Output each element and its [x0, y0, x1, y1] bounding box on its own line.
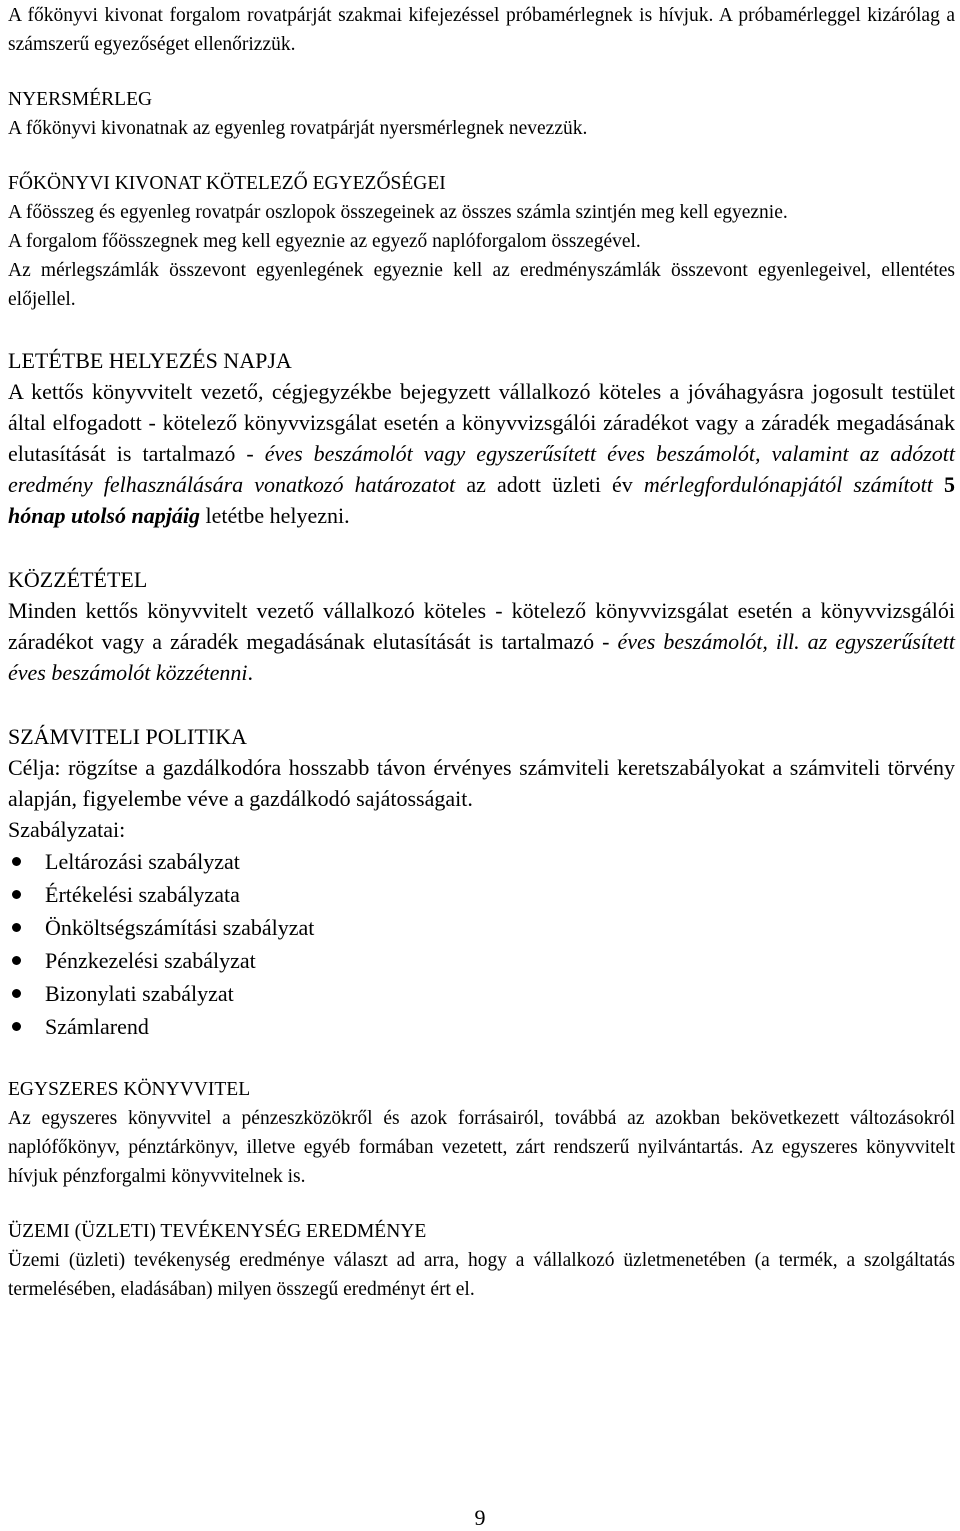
egyezosegek-paragraph-1: A főösszeg és egyenleg rovatpár oszlopok összegeinek az összes számla szintjén meg kell egyeznie.: [8, 202, 788, 223]
list-item-label: Bizonylati szabályzat: [45, 981, 234, 1006]
section-title-kozzetetel: KÖZZÉTÉTEL: [8, 567, 148, 592]
kozzetetel-text-2: .: [247, 660, 253, 685]
section-title-letetbe: LETÉTBE HELYEZÉS NAPJA: [8, 348, 292, 373]
page-number: 9: [474, 1505, 486, 1530]
list-item: [8, 944, 955, 977]
intro-paragraph: A főkönyvi kivonat forgalom rovatpárját szakmai kifejezéssel próbamérlegnek is hívjuk. A próbamérleggel kizárólag a számszerű egyezőséget ellenőrizzük.: [8, 5, 955, 55]
list-item-label: Önköltségszámítási szabályzat: [45, 915, 315, 940]
letetbe-paragraph: [8, 376, 955, 531]
egyezosegek-paragraph-2: A forgalom főösszegnek meg kell egyeznie az egyező naplóforgalom összegével.: [8, 231, 641, 252]
section-title-szamviteli-politika: SZÁMVITELI POLITIKA: [8, 724, 247, 749]
section-title-egyszeres: EGYSZERES KÖNYVVITEL: [8, 1079, 251, 1100]
list-item-label: Számlarend: [45, 1014, 149, 1039]
letetbe-text-italic-1: éves beszámolót vagy egyszerűsített éves beszámolót, valamint az adózott eredmény felhasználására vonatkozó határozatot: [8, 441, 955, 497]
section-title-egyezosegek: FŐKÖNYVI KIVONAT KÖTELEZŐ EGYEZŐSÉGEI: [8, 173, 446, 194]
bullet-icon: [12, 857, 21, 866]
list-item-label: Pénzkezelési szabályzat: [45, 948, 256, 973]
kozzetetel-text-italic: éves beszámolót, ill. az egyszerűsített éves beszámolót közzétenni: [8, 629, 955, 685]
letetbe-text-1: A kettős könyvvitelt vezető, cégjegyzékbe bejegyzett vállalkozó köteles a jóváhagyásra jogosult testület által elfogadott - kötelező könyvvizsgálat esetén a könyvvizsgálói záradékot vagy a záradék megadásának elutasítását is tartalmazó -: [8, 379, 955, 466]
letetbe-text-italic-2: mérlegfordulónapjától számított: [643, 472, 933, 497]
nyersmerleg-text: A főkönyvi kivonatnak az egyenleg rovatpárját nyersmérlegnek nevezzük.: [8, 118, 588, 139]
letetbe-text-bold: 5: [932, 472, 955, 497]
szamviteli-politika-text: Célja: rögzítse a gazdálkodóra hosszabb távon érvényes számviteli keretszabályokat a számviteli törvény alapján, figyelembe véve a gazdálkodó sajátosságait.: [8, 755, 955, 811]
list-item: [8, 977, 955, 1010]
document-page: [8, 0, 955, 1304]
list-item-label: Értékelési szabályzata: [45, 882, 240, 907]
list-item: [8, 1010, 955, 1043]
list-item: [8, 845, 955, 878]
list-item-label: Leltározási szabályzat: [45, 849, 240, 874]
bullet-icon: [12, 890, 21, 899]
letetbe-text-bolditalic: hónap utolsó napjáig: [8, 503, 200, 528]
letetbe-text-3: letétbe helyezni.: [199, 503, 350, 528]
bullet-icon: [12, 923, 21, 932]
egyszeres-text: Az egyszeres könyvvitel a pénzeszközökről és azok forrásairól, továbbá az azokban bekövetkezett változásokról naplófőkönyv, pénztárkönyv, illetve egyéb formában vezetett, zárt rendszerű nyilvántartás. Az egyszeres könyvvitelt hívjuk pénzforgalmi könyvvitelnek is.: [8, 1108, 955, 1187]
szabalyzatai-label: Szabályzatai:: [8, 817, 126, 842]
szabalyzat-list: [8, 845, 955, 1043]
bullet-icon: [12, 956, 21, 965]
uzemi-text: Üzemi (üzleti) tevékenység eredménye választ ad arra, hogy a vállalkozó üzletmenetében (a termék, a szolgáltatás termelésében, eladásában) milyen összegű eredményt ért el.: [8, 1250, 955, 1300]
kozzetetel-text-1: Minden kettős könyvvitelt vezető vállalkozó köteles - kötelező könyvvizsgálat esetén a könyvvizsgálói záradékot vagy a záradék megadásának elutasítását is tartalmazó -: [8, 598, 955, 654]
egyezosegek-paragraph-3: Az mérlegszámlák összevont egyenlegének egyeznie kell az eredményszámlák összevont egyenlegeivel, ellentétes előjellel.: [8, 260, 955, 310]
bullet-icon: [12, 1022, 21, 1031]
bullet-icon: [12, 989, 21, 998]
list-item: [8, 878, 955, 911]
kozzetetel-paragraph: [8, 595, 955, 688]
section-title-nyersmerleg: NYERSMÉRLEG: [8, 89, 153, 110]
section-title-uzemi: ÜZEMI (ÜZLETI) TEVÉKENYSÉG EREDMÉNYE: [8, 1221, 427, 1242]
list-item: [8, 911, 955, 944]
letetbe-text-2: az adott üzleti év: [455, 472, 644, 497]
